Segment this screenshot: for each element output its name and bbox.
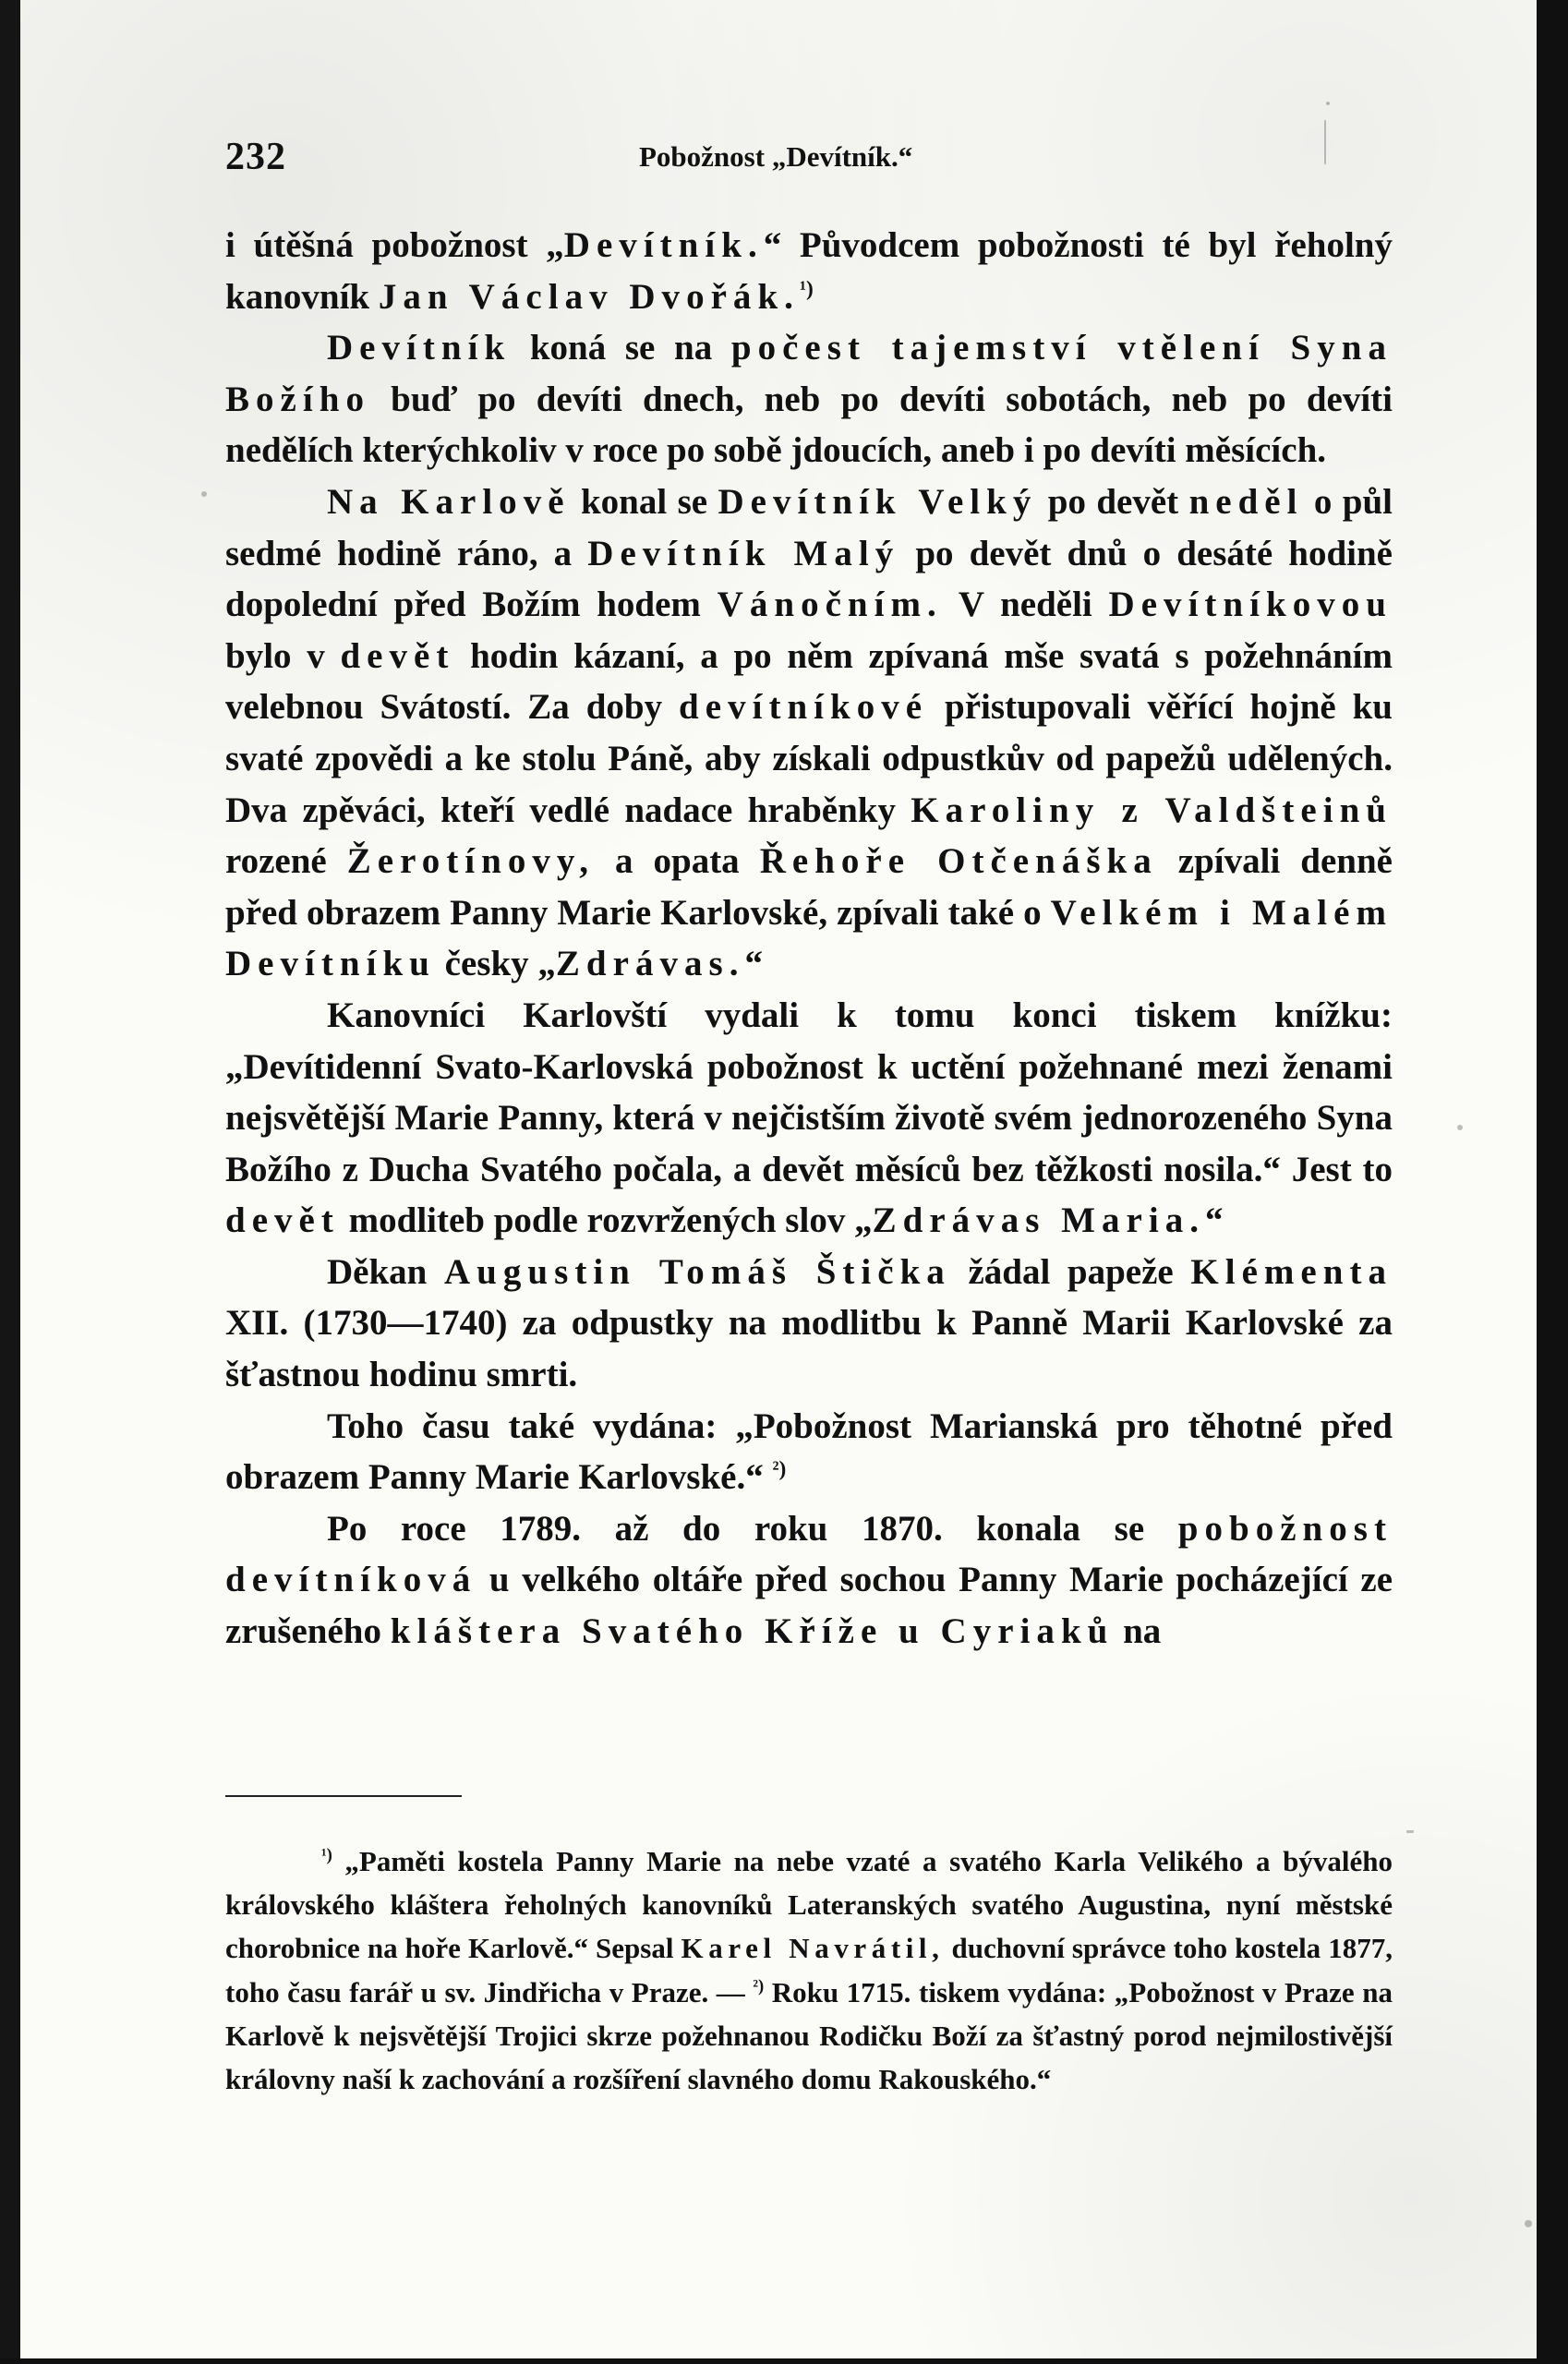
spaced-footnote-text: Karel Navrátil, [681,1932,945,1965]
text-segment: hodin kázaní, a po něm zpívaná mše svatá s požehnáním velebnou Svátostí. Za doby [225,635,1393,728]
paragraph [225,990,1393,1247]
footnote-text: „Paměti kostela Panny Marie na nebe vzaté a svatého Karla Velikého a bývalého královského kláštera řeholných kanovníků Lateranských svatého Augustina, nyní městské chorobnice na hoře Karlově.“ Sepsal [225,1845,1393,1965]
spaced-text-segment: Na Karlově [327,481,571,522]
spaced-text-segment: devět [340,635,455,676]
spaced-text-segment: Devítník Velký [718,481,1038,522]
spaced-text-segment: Velkém i Malém Devítníku [225,892,1393,984]
spaced-text-segment: pobožnost devítníková [225,1508,1393,1600]
footnote-text: Roku 1715. tiskem vydána: „Pobožnost v Praze na Karlově k nejsvětější Trojici skrze požehnanou Rodičku Boží za šťastný porod nejmilostivější královny naší k zachování a rozšíření slavného domu Rakouského.“ [225,1975,1393,2096]
left-scan-border [0,0,20,2364]
spaced-text-segment: Devítník [327,328,512,368]
text-segment: Děkan [327,1251,444,1292]
text-segment: zpívali denně před obrazem Panny Marie Karlovské, zpívali také o [225,841,1393,933]
paragraph [225,1503,1393,1658]
text-segment: i útěšná pobožnost „ [225,225,564,265]
text-segment: koná se na [511,328,731,368]
page-number: 232 [225,136,286,178]
paragraph [225,1247,1393,1401]
text-segment: V neděli [942,585,1109,625]
text-segment: Toho času také vydána: „Pobožnost Marianská pro těhotné před obrazem Panny Marie Karlovské.“ [225,1405,1393,1498]
text-segment: přistupovali věřící hojně ku svaté zpovědi a ke stolu Páně, aby získali odpustkův od papežů udělených. Dva zpěváci, kteří vedlé nadace hraběnky [225,687,1393,830]
spaced-text-segment: Žerotínovy, [346,841,595,882]
spaced-text-segment: kláštera Svatého Kříže u Cyriaků [390,1611,1115,1652]
text-segment: Po roce 1789. až do roku 1870. konala se [327,1508,1178,1549]
spaced-text-segment: Zdrávas. [555,944,745,984]
body-text [225,220,1393,1658]
spaced-text-segment: devět [225,1200,340,1241]
text-segment: konal se [570,481,718,522]
paper-speck [1525,2220,1532,2227]
paper-speck [1457,1125,1463,1130]
text-segment: “ Původcem pobožnosti té byl řeholný kanovník [225,225,1393,317]
footnotes [225,1839,1393,2101]
text-segment: bylo v [225,635,341,676]
text-segment: na [1114,1611,1162,1652]
paragraph [225,220,1393,322]
spaced-text-segment: Devítník. [563,225,764,265]
text-segment: modliteb podle rozvržených slov „ [339,1200,873,1241]
text-segment: po devět dnů o desáté hodině dopolední před Božím hodem [225,533,1393,625]
spaced-text-segment: Jan Václav Dvořák. [378,276,800,317]
text-segment: “ [744,944,763,984]
spaced-text-segment: Zdrávas Maria. [872,1200,1206,1241]
spaced-text-segment: Devítníkovou [1108,585,1393,625]
spaced-text-segment: Vánočním. [717,585,943,625]
paragraph [225,1401,1393,1503]
footnote-paragraph [225,1839,1393,2101]
spaced-text-segment: Karoliny z Valdšteinů [911,790,1393,830]
spaced-text-segment: Klémenta [1190,1251,1393,1292]
footnote-rule [225,1795,462,1797]
spaced-text-segment: Devítník Malý [587,533,900,573]
footnote-marker: ¹) [321,1845,332,1865]
spaced-text-segment: počest tajemství vtělení Syna Božího [225,328,1393,419]
right-scan-border [1537,0,1568,2364]
footnote-marker: ¹) [799,276,814,301]
text-segment: po devět [1037,481,1189,522]
spaced-text-segment: neděl [1188,481,1304,522]
text-segment: rozené [225,841,347,882]
footnote-marker: ²) [772,1457,787,1482]
bottom-scan-border [0,2358,1568,2364]
paper-speck [1326,102,1330,105]
spaced-text-segment: devítníkové [679,687,929,728]
spaced-text-segment: Řehoře Otčenáška [759,841,1158,882]
text-segment: česky „ [435,944,556,984]
text-segment: “ [1205,1200,1224,1241]
text-segment: žádal papeže [950,1251,1191,1292]
paper-speck [1406,1830,1414,1833]
page-header [225,135,1398,181]
text-segment: buď po devíti dnech, neb po devíti sobotách, neb po devíti nedělích kterýchkoliv v roce po sobě jdoucích, aneb i po devíti měsících. [225,379,1393,471]
text-segment: XII. (1730—1740) za odpustky na modlitbu k Panně Marii Karlovské za šťastnou hodinu smrti. [225,1303,1393,1395]
text-segment: Kanovníci Karlovští vydali k tomu konci tiskem knížku: „Devítidenní Svato-Karlovská pobožnost k uctění požehnané mezi ženami nejsvětější Marie Panny, která v nejčistším životě svém jednorozeného Syna Božího z Ducha Svatého počala, a devět měsíců bez těžkosti nosila.“ Jest to [225,995,1393,1189]
paragraph [225,322,1393,476]
text-segment: a opata [595,841,760,882]
text-segment: o půl sedmé hodině ráno, a [225,481,1393,573]
paragraph [225,476,1393,990]
spaced-text-segment: Augustin Tomáš Štička [444,1251,951,1292]
running-title: Pobožnost „Devítník.“ [639,140,913,173]
footnote-marker: ²) [753,1976,765,1996]
paper-speck [201,491,207,497]
text-segment: u velkého oltáře před sochou Panny Marie pocházející ze zrušeného [225,1560,1393,1652]
footnote-text: duchovní správce toho kostela 1877, toho času farář u sv. Jindřicha v Praze. — [225,1932,1393,2008]
